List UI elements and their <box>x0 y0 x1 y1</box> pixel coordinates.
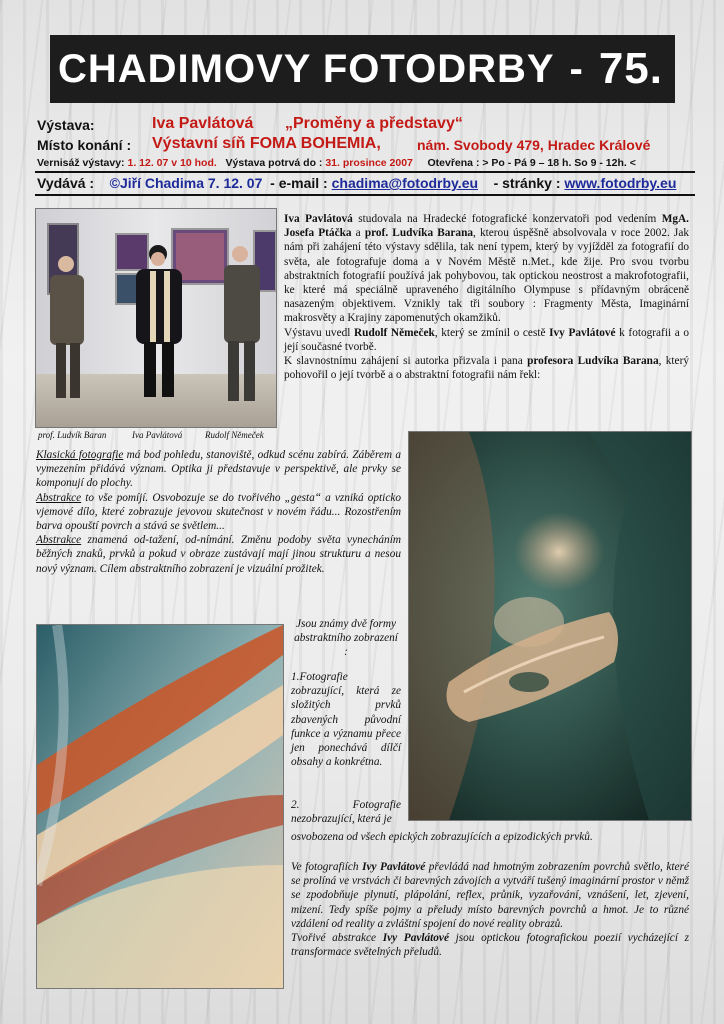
until-label: Výstava potrvá do : <box>225 157 323 169</box>
venue-address: nám. Svobody 479, Hradec Králové <box>417 137 651 153</box>
forms-intro: Jsou známy dvě formy abstraktního zobrazení : <box>294 618 398 659</box>
exhibition-author: Iva Pavlátová <box>152 115 254 132</box>
closing-paragraph-1: Ve fotografiích Ivy Pavlátové převládá nad hmotným zobrazením povrchů světlo, které se prolíná ve vrstvách či barevných závojích a vytváří tušený imaginární prostor v němž se zpodobňuje plynutí, plápolání, reflex, průnik, vyzařování, vznášení, let, zjevení, mizení. Tedy spíše pojmy a přeludy místo barevných povrchů a hmot. Je to různé vzdálení od reality a zvláštní spojení do nové reality obrazů. <box>291 861 689 930</box>
abstract-photo-left <box>36 624 284 989</box>
abstract-photo-right <box>408 431 692 821</box>
forms-first: 1.Fotografie zobrazující, která ze složitých prvků zbavených původní funkce a významu přece jen ponechává dílčí obsahy a konkrétna. <box>291 671 401 769</box>
abstract-photo-left-image <box>37 625 283 988</box>
intro-paragraph-1: Iva Pavlátová studovala na Hradecké fotografické konzervatoři pod vedením MgA. Josefa Ptáčka a prof. Ludvíka Barana, kterou úspěšně absolvovala v roce 2002. Jak nám při zahájení této výstavy sdělila, tak není typem, který by vyjížděl za fotografií do světa, ale fotografuje doma a v Novém Městě n.Met., kde žije. Pro svou tvorbu abstraktních fotografií používá jak pohybovou, tak optickou neostrost a makrofotografii, ke které má speciálně upraveného digitálního Olympuse s přídavným obráceně nasazeným objektivem. Vznikly tak tři soubory : Fragmenty Města, Imaginární makrosvěty a Krajiny zapomenutých okamžiků. <box>284 213 689 325</box>
intro-paragraph-2: Výstavu uvedl Rudolf Němeček, který se zmínil o cestě Ivy Pavlátové k fotografii a o její současné tvorbě. <box>284 326 690 353</box>
quote-abstraction-2: Abstrakce znamená od-tažení, od-nímání. Změnu podoby světa vynecháním běžných znaků, prvků a pokud v obraze zustávají mají jinou strukturu a nesou nový význam. Cílem abstraktního zobrazení je vizuální prožitek. <box>36 534 401 575</box>
intro-paragraph-3: K slavnostnímu zahájení si autorka přizvala i pana profesora Ludvíka Barana, který pohovořil o její tvorbě a o abstraktní fotografii nám řekl: <box>284 355 689 382</box>
quote-classic: Klasická fotografie má bod pohledu, stanoviště, odkud scénu zabírá. Záběrem a vymezením přidává význam. Optika ji představuje v perspektivě, ale prvky se komponují do plochy. <box>36 449 401 490</box>
quote-abstraction-1: Abstrakce to vše pomíjí. Osvobozuje se do tvořivého „gesta“ a vzniká opticko vjemové dílo, které zobrazuje jevovou skutečnost v novém řádu... Rozostřením barva opouští povrch a stává se světlem... <box>36 491 401 533</box>
closing-text <box>291 860 689 959</box>
photo-caption-right: Rudolf Němeček <box>205 430 264 440</box>
exhibition-label: Výstava: <box>37 117 95 133</box>
opening-hours: > Po - Pá 9 – 18 h. So 9 - 12h. < <box>482 157 636 169</box>
email-label: - e-mail : <box>270 175 328 191</box>
issue-number: 75. <box>598 44 663 93</box>
publisher-label: Vydává : <box>37 175 95 191</box>
gallery-photo <box>35 208 277 428</box>
until-date: 31. prosince 2007 <box>325 157 413 169</box>
email-link[interactable]: chadima@fotodrby.eu <box>331 175 479 191</box>
title-dash: - <box>569 46 584 91</box>
newsletter-title: CHADIMOVY FOTODRBY <box>58 47 555 91</box>
forms-second-end: osvobozena od všech epických zobrazujících a epizodických prvků. <box>291 831 593 843</box>
open-label: Otevřena : <box>427 157 480 169</box>
masthead <box>50 35 675 103</box>
venue-name: Výstavní síň FOMA BOHEMIA, <box>152 135 381 152</box>
forms-second-start: 2. Fotografie nezobrazující, která je <box>291 799 401 826</box>
exhibition-name: „Proměny a představy“ <box>285 115 463 132</box>
divider-top <box>35 171 695 173</box>
photo-caption-left: prof. Ludvík Baran <box>38 430 107 440</box>
intro-text <box>284 212 689 382</box>
divider-bottom <box>35 194 695 196</box>
abstract-photo-right-image <box>409 432 691 820</box>
quote-text <box>36 448 401 576</box>
photo-caption-middle: Iva Pavlátová <box>132 430 183 440</box>
web-link[interactable]: www.fotodrby.eu <box>564 175 677 191</box>
vernissage-date: 1. 12. 07 v 10 hod. <box>127 157 217 169</box>
gallery-photo-image <box>36 209 276 427</box>
closing-paragraph-2: Tvořivé abstrakce Ivy Pavlátové jsou optickou fotografickou poezií vycházející z transformace světelných přeludů. <box>291 932 690 959</box>
web-label: - stránky : <box>493 175 561 191</box>
venue-label: Místo konání : <box>37 137 132 153</box>
publisher-row <box>37 175 676 191</box>
vernissage-label: Vernisáž výstavy: <box>37 157 125 169</box>
publisher-name: ©Jiří Chadima 7. 12. 07 <box>109 175 263 191</box>
vernissage-row <box>37 157 636 169</box>
